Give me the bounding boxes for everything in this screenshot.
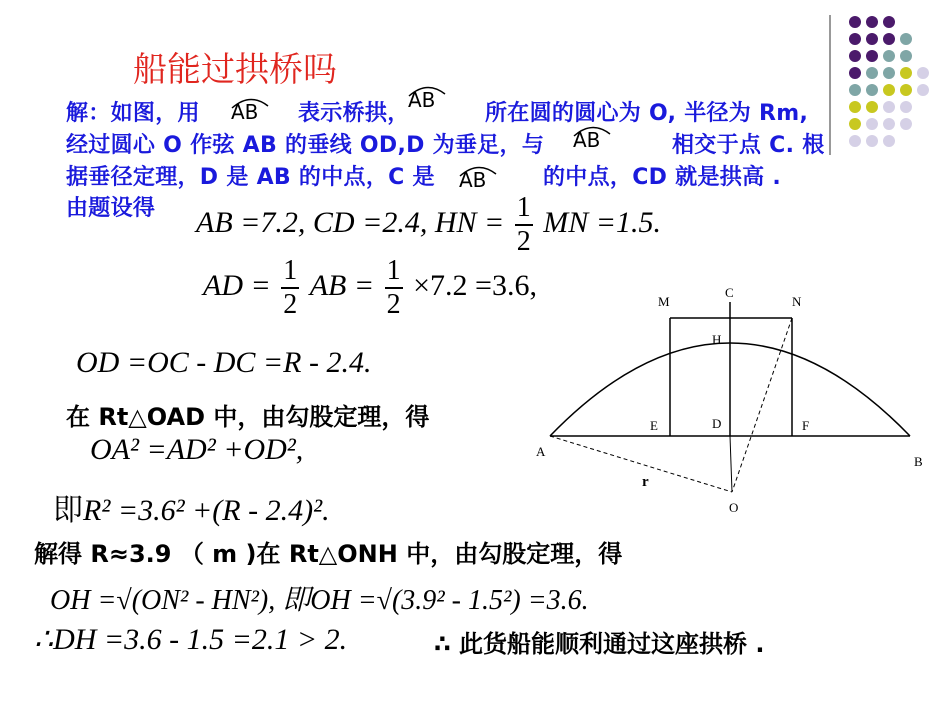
decorative-dot-grid bbox=[820, 10, 950, 160]
fraction-numerator: 1 bbox=[515, 192, 533, 226]
equation-3: OD =OC - DC =R - 2.4. bbox=[76, 346, 372, 379]
dots-row-3 bbox=[849, 50, 912, 62]
eq2-part-a: AD = bbox=[203, 268, 271, 302]
arc-ab-symbol-1 bbox=[228, 92, 274, 122]
page-title: 船能过拱桥吗 bbox=[133, 50, 337, 90]
solution-line-1c: 所在圆的圆心为 O, 半径为 Rm, bbox=[485, 101, 809, 126]
fraction-denominator: 2 bbox=[283, 289, 298, 320]
fraction-denominator: 2 bbox=[516, 226, 531, 257]
solution-line-1a: 解：如图，用 bbox=[66, 101, 200, 126]
label-c: C bbox=[725, 285, 734, 300]
label-e: E bbox=[650, 418, 658, 433]
dots-row-2 bbox=[849, 33, 912, 45]
label-m: M bbox=[658, 294, 670, 309]
eq5-body: R² =3.6² +(R - 2.4)². bbox=[83, 494, 330, 527]
solution-line-3a: 据垂径定理，D 是 AB 的中点，C 是 bbox=[66, 165, 435, 190]
equation-5 bbox=[53, 485, 330, 529]
label-f: F bbox=[802, 418, 810, 433]
text-solve: 解得 R≈3.9 （ m )在 Rt△ONH 中，由勾股定理，得 bbox=[34, 540, 623, 568]
equation-6: OH =√(ON² - HN²), 即OH =√(3.9² - 1.5²) =3.6. bbox=[50, 585, 589, 616]
label-h: H bbox=[712, 332, 722, 347]
conclusion: ∴ 此货船能顺利通过这座拱桥 . bbox=[434, 630, 765, 658]
text-rt-oad: 在 Rt△OAD 中，由勾股定理，得 bbox=[66, 403, 430, 431]
eq2-part-c: ×7.2 =3.6, bbox=[413, 268, 537, 302]
dots-row-1 bbox=[849, 16, 895, 28]
dots-row-4 bbox=[849, 67, 929, 79]
dots-row-6 bbox=[849, 101, 912, 113]
label-a: A bbox=[536, 444, 546, 459]
label-o: O bbox=[729, 500, 739, 515]
eq1-part-a: AB =7.2, CD =2.4, HN = bbox=[196, 205, 505, 239]
arc-label: AB bbox=[459, 168, 487, 192]
solution-line-2b: 相交于点 C. 根 bbox=[672, 133, 825, 158]
eq2-fraction-1 bbox=[281, 255, 299, 321]
fraction-numerator: 1 bbox=[281, 255, 299, 289]
solution-line-1b: 表示桥拱， bbox=[298, 101, 410, 126]
equation-2 bbox=[203, 255, 537, 321]
equation-7: ∴DH =3.6 - 1.5 =2.1 > 2. bbox=[34, 623, 348, 656]
label-b: B bbox=[914, 454, 923, 469]
line-on bbox=[732, 318, 792, 492]
eq1-part-b: MN =1.5. bbox=[543, 205, 661, 239]
eq1-fraction bbox=[515, 192, 533, 258]
arc-label: AB bbox=[231, 100, 259, 124]
eq2-fraction-2 bbox=[385, 255, 403, 321]
equation-4: OA² =AD² +OD², bbox=[90, 433, 304, 466]
solution-line-3b: 的中点，CD 就是拱高 . bbox=[543, 165, 781, 190]
solution-line-4: 由题设得 bbox=[66, 196, 156, 221]
arc-label: AB bbox=[573, 128, 601, 152]
line-oa bbox=[550, 436, 732, 492]
eq2-part-b: AB = bbox=[309, 268, 375, 302]
label-n: N bbox=[792, 294, 802, 309]
dots-row-8 bbox=[849, 135, 895, 147]
arc-ab-symbol-3 bbox=[570, 120, 616, 150]
arc-ab-symbol-4 bbox=[456, 160, 502, 190]
dots-row-5 bbox=[849, 84, 929, 96]
arc-label: AB bbox=[408, 88, 436, 112]
arc-ab-symbol-2 bbox=[405, 80, 451, 110]
label-r: r bbox=[642, 474, 649, 490]
equation-1 bbox=[196, 192, 661, 258]
dots-row-7 bbox=[849, 118, 912, 130]
line-do bbox=[730, 436, 732, 492]
solution-line-2a: 经过圆心 O 作弦 AB 的垂线 OD,D 为垂足，与 bbox=[66, 133, 545, 158]
label-d: D bbox=[712, 416, 722, 431]
eq5-prefix: 即 bbox=[53, 494, 83, 527]
fraction-denominator: 2 bbox=[386, 289, 401, 320]
bridge-arch-diagram bbox=[530, 280, 930, 520]
fraction-numerator: 1 bbox=[385, 255, 403, 289]
